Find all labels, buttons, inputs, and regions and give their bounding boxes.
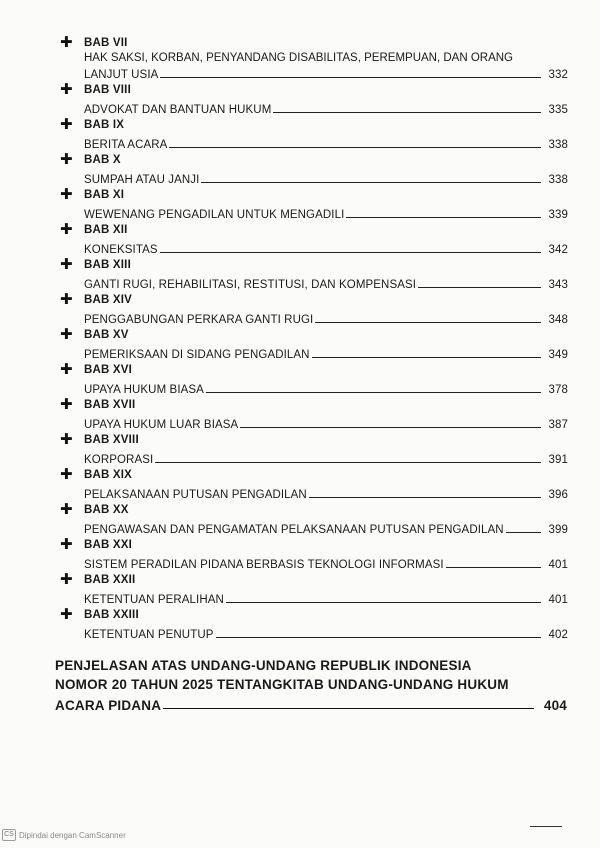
page-number: 338	[548, 139, 568, 151]
chapter-label: BAB IX	[84, 118, 125, 131]
chapter-title: KONEKSITAS	[84, 244, 158, 256]
page-number: 343	[548, 279, 568, 291]
page-number: 335	[548, 104, 568, 116]
toc-entry[interactable]	[58, 571, 568, 606]
page-number: 349	[548, 349, 568, 361]
bullet-cross-icon: ✚	[60, 501, 73, 518]
table-of-contents	[58, 34, 568, 641]
explanation-page-number: 404	[543, 698, 567, 713]
chapter-label: BAB XII	[84, 223, 128, 236]
chapter-title: ADVOKAT DAN BANTUAN HUKUM	[84, 104, 272, 116]
bullet-cross-icon: ✚	[60, 256, 73, 273]
leader-line	[240, 426, 541, 428]
bullet-cross-icon: ✚	[60, 186, 73, 203]
toc-entry[interactable]	[58, 431, 568, 466]
leader-line	[346, 216, 541, 218]
chapter-label: BAB VIII	[84, 83, 131, 96]
chapter-title: KETENTUAN PERALIHAN	[84, 594, 224, 606]
bullet-cross-icon: ✚	[60, 606, 73, 623]
chapter-title-line: HAK SAKSI, KORBAN, PENYANDANG DISABILITAS, PEREMPUAN, DAN ORANG	[84, 52, 514, 64]
bullet-cross-icon: ✚	[60, 81, 73, 98]
leader-line	[273, 111, 541, 113]
toc-entry[interactable]	[58, 151, 568, 186]
chapter-label: BAB XXIII	[84, 608, 139, 621]
chapter-label: BAB XXII	[84, 573, 136, 586]
chapter-title: BERITA ACARA	[84, 139, 168, 151]
toc-entry[interactable]	[58, 536, 568, 571]
leader-line	[226, 601, 541, 603]
page-number: 339	[548, 209, 568, 221]
scanner-text: Dipindai dengan CamScanner	[19, 830, 126, 840]
bullet-cross-icon: ✚	[60, 291, 73, 308]
bullet-cross-icon: ✚	[60, 431, 73, 448]
bullet-cross-icon: ✚	[60, 34, 73, 51]
leader-line	[160, 76, 541, 78]
toc-entry[interactable]	[58, 186, 568, 221]
chapter-label: BAB XIV	[84, 293, 133, 306]
chapter-title: GANTI RUGI, REHABILITASI, RESTITUSI, DAN KOMPENSASI	[84, 279, 417, 291]
chapter-label: BAB XVIII	[84, 433, 139, 446]
leader-line	[201, 181, 541, 183]
chapter-title: PENGAWASAN DAN PENGAMATAN PELAKSANAAN PUTUSAN PENGADILAN	[84, 524, 504, 536]
bullet-cross-icon: ✚	[60, 396, 73, 413]
chapter-title: PELAKSANAAN PUTUSAN PENGADILAN	[84, 489, 307, 501]
toc-entry[interactable]	[58, 34, 568, 81]
bullet-cross-icon: ✚	[60, 361, 73, 378]
leader-line	[206, 391, 541, 393]
leader-line	[315, 321, 541, 323]
page-number: 402	[548, 629, 568, 641]
page-number: 401	[548, 559, 568, 571]
toc-entry[interactable]	[58, 606, 568, 641]
leader-line	[312, 356, 541, 358]
chapter-title: PENGGABUNGAN PERKARA GANTI RUGI	[84, 314, 314, 326]
bullet-cross-icon: ✚	[60, 571, 73, 588]
toc-entry[interactable]	[58, 326, 568, 361]
chapter-label: BAB XIX	[84, 468, 133, 481]
bullet-cross-icon: ✚	[60, 536, 73, 553]
leader-line	[160, 251, 541, 253]
explanation-title-line-2: NOMOR 20 TAHUN 2025 TENTANGKITAB UNDANG-UNDANG HUKUM	[55, 677, 509, 692]
page-number: 338	[548, 174, 568, 186]
leader-line	[418, 286, 541, 288]
bullet-cross-icon: ✚	[60, 326, 73, 343]
scanner-watermark	[2, 829, 126, 841]
bullet-cross-icon: ✚	[60, 116, 73, 133]
chapter-title: LANJUT USIA	[84, 69, 159, 81]
chapter-label: BAB XVI	[84, 363, 133, 376]
bullet-cross-icon: ✚	[60, 151, 73, 168]
chapter-label: BAB VII	[84, 36, 128, 49]
page-number: 401	[548, 594, 568, 606]
toc-entry[interactable]	[58, 116, 568, 151]
leader-line	[163, 707, 534, 709]
chapter-title: UPAYA HUKUM LUAR BIASA	[84, 419, 239, 431]
chapter-label: BAB XX	[84, 503, 129, 516]
bullet-cross-icon: ✚	[60, 221, 73, 238]
chapter-label: BAB XV	[84, 328, 129, 341]
leader-line	[446, 566, 541, 568]
page-number: 387	[548, 419, 568, 431]
chapter-label: BAB XVII	[84, 398, 136, 411]
explanation-title-line-1: PENJELASAN ATAS UNDANG-UNDANG REPUBLIK INDONESIA	[55, 658, 472, 673]
page-bottom-mark	[530, 826, 562, 827]
toc-entry[interactable]	[58, 81, 568, 116]
page-number: 378	[548, 384, 568, 396]
leader-line	[155, 461, 541, 463]
explanation-title-line-3: ACARA PIDANA	[55, 698, 162, 713]
toc-entry[interactable]	[58, 501, 568, 536]
chapter-label: BAB XI	[84, 188, 125, 201]
bullet-cross-icon: ✚	[60, 466, 73, 483]
toc-entry[interactable]	[58, 221, 568, 256]
chapter-label: BAB XXI	[84, 538, 133, 551]
chapter-label: BAB XIII	[84, 258, 131, 271]
leader-line	[216, 636, 542, 638]
chapter-title: KETENTUAN PENUTUP	[84, 629, 214, 641]
leader-line	[309, 496, 541, 498]
toc-entry[interactable]	[58, 291, 568, 326]
chapter-title: WEWENANG PENGADILAN UNTUK MENGADILI	[84, 209, 345, 221]
page-number: 348	[548, 314, 568, 326]
chapter-title: UPAYA HUKUM BIASA	[84, 384, 204, 396]
toc-entry[interactable]	[58, 361, 568, 396]
page-number: 391	[548, 454, 568, 466]
chapter-title: SUMPAH ATAU JANJI	[84, 174, 200, 186]
leader-line	[506, 531, 541, 533]
page-number: 399	[548, 524, 568, 536]
chapter-title: KORPORASI	[84, 454, 154, 466]
page-number: 342	[548, 244, 568, 256]
toc-entry[interactable]	[58, 396, 568, 431]
chapter-title: SISTEM PERADILAN PIDANA BERBASIS TEKNOLOGI INFORMASI	[84, 559, 444, 571]
page-number: 332	[548, 69, 568, 81]
leader-line	[169, 146, 541, 148]
toc-entry[interactable]	[58, 256, 568, 291]
camscanner-logo-icon: CS	[2, 829, 16, 841]
chapter-label: BAB X	[84, 153, 121, 166]
toc-entry[interactable]	[58, 466, 568, 501]
explanation-entry[interactable]	[55, 656, 567, 713]
chapter-title: PEMERIKSAAN DI SIDANG PENGADILAN	[84, 349, 310, 361]
page-number: 396	[548, 489, 568, 501]
